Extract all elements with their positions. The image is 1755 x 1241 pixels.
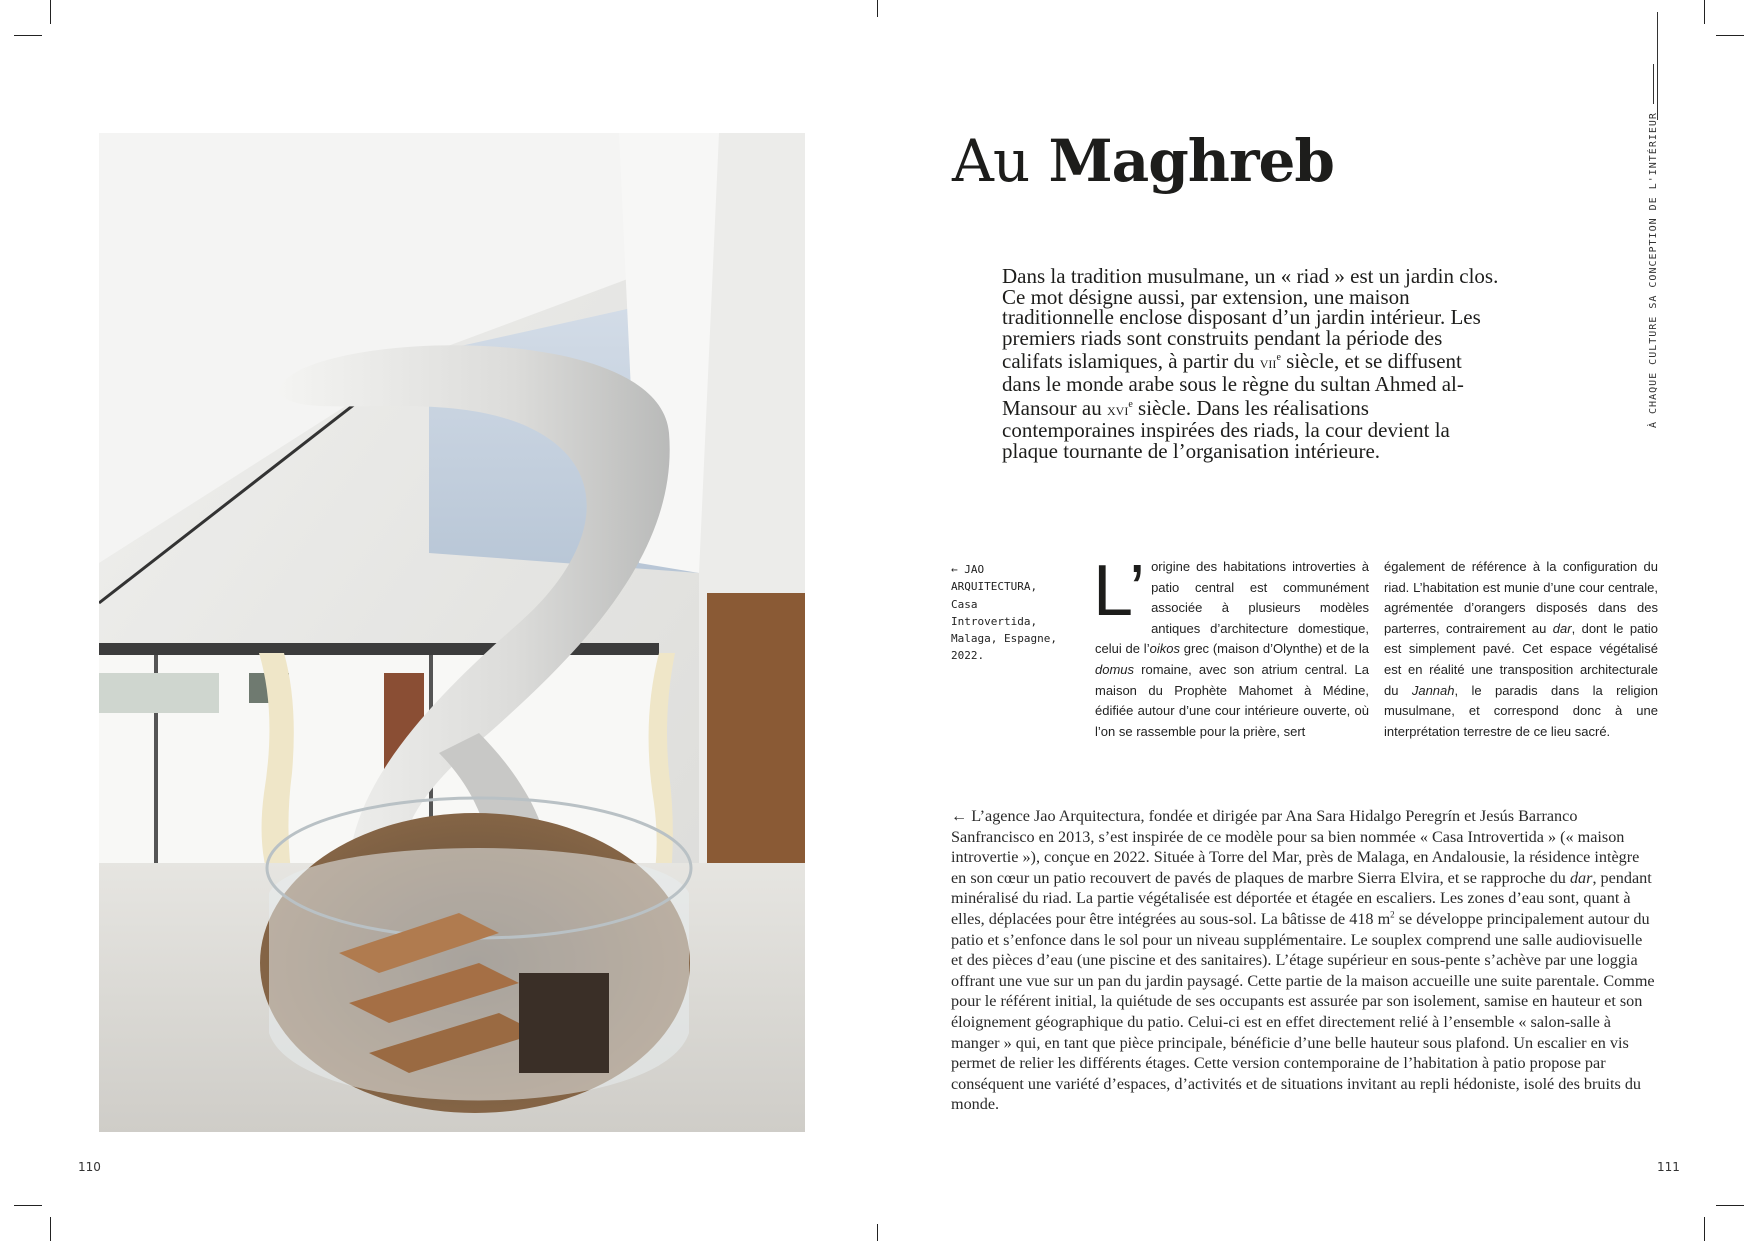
century-xvi: xvi [1106,399,1129,419]
body-italic-dar: dar [1569,868,1593,887]
crop-mark [50,1217,51,1241]
page-number-right: 111 [1657,1160,1680,1174]
staircase-illustration [99,133,805,1132]
century-sup-2: e [1128,398,1133,410]
crop-mark [877,0,878,17]
col1-text-1: origine des habitations introverties à patio central est communément associée à plusieurs modèles antiques d’architecture domestique, celui de l’ [1095,559,1369,657]
crop-mark [1716,35,1744,36]
lead-text-1: Dans la tradition musulmane, un « riad » est un jardin clos. Ce mot désigne aussi, par extension, une maison traditionnelle enclose disposant d’un jardin intérieur. Les premiers riads sont construits pendant la période des califats islamiques, à partir du [1002,264,1499,374]
body-text-3: se développe principalement autour du patio et s’enfonce dans le sol pour un niveau supplémentaire. Le souplex comprend une salle audiovisuelle et des pièces d’eau (une piscine et des sanitaires). L’étage supérieur en sous-pente s’achève par une loggia offrant une vue sur un pan du jardin paysagé. Cette partie de la maison accueille une suite parentale. Comme pour le référent initial, la quiétude de ses occupants est assurée par son isolement, samise en hauteur et son éloignement géographique du patio. Celui-ci est en effet directement relié à l’ensemble « salon-salle à manger » qui, en tant que pièce principale, bénéficie d’une belle hauteur sous plafond. Un escalier en vis permet de relier les différents étages. Cette version contemporaine de l’habitation à patio propose par conséquent une variété d’espaces, d’activités et de situations invitant au repli hédoniste, isolé des bruits du monde. [951,909,1655,1114]
section-tag-label: À CHAQUE CULTURE SA CONCEPTION DE L'INTÉRIEUR [1648,112,1659,428]
body-text-2: , pendant minéralisé du riad. La partie végétalisée est déportée et étagée en escaliers. Les zones d’eau sont, quant à elles, déplacées pour être intégrées au sous-sol. La bâtisse de 418 m [951,868,1652,928]
crop-mark [50,0,51,24]
page-title [952,124,1334,198]
section-tag-rule [1653,64,1654,104]
col2-italic-dar: dar [1552,620,1572,636]
project-description [951,806,1656,1115]
crop-mark [1704,0,1705,24]
col2-text-1: également de référence à la configuration du riad. L’habitation est munie d’une cour centrale, agrémentée d’orangers disposés dans des parterres, contrairement au [1384,559,1658,636]
body-column-2 [1384,557,1658,742]
lead-paragraph [1002,266,1500,461]
col2-text-3: , le paradis dans la religion musulmane, et correspond donc à une interprétation terrestre de ce lieu sacré. [1384,682,1658,739]
section-tag [1648,64,1659,428]
col1-text-3: romaine, avec son atrium central. La maison du Prophète Mahomet à Médine, édifiée autour d’une cour intérieure ouverte, où l’on se rassemble pour la prière, sert [1095,661,1369,739]
lead-text-2: siècle, et se diffusent dans le monde arabe sous le règne du sultan Ahmed al-Mansour au [1002,349,1464,420]
col1-italic-domus: domus [1095,661,1135,677]
body-column-1 [1093,551,1369,742]
crop-mark [877,1224,878,1241]
century-vii: vii [1259,353,1277,373]
staircase-photo [99,133,805,1132]
title-bold: Maghreb [1048,127,1334,195]
body-text-1: ← L’agence Jao Arquitectura, fondée et dirigée par Ana Sara Hidalgo Peregrín et Jesús Barranco Sanfrancisco en 2013, s’est inspirée de ce modèle pour sa bien nommée « Casa Introvertida » (« maison introvertie »), conçue en 2022. Située à Torre del Mar, près de Malaga, en Andalousie, la résidence intègre en son cœur un patio recouvert de pavés de plaques de marbre Sierra Elvira, et se rapproche du [951,807,1640,887]
col2-italic-jannah: Jannah [1411,682,1455,698]
photo-caption: ← JAO ARQUITECTURA, Casa Introvertida, Malaga, Espagne, 2022. [951,563,1057,663]
col1-text-2: grec (maison d’Olynthe) et de la [1179,641,1369,657]
crop-mark [14,1205,42,1206]
drop-cap: L’ [1093,551,1146,631]
lead-text-3: siècle. Dans les réalisations contemporaines inspirées des riads, la cour devient la plaque tournante de l’organisation intérieure. [1002,395,1450,463]
page-number-left: 110 [78,1160,101,1174]
col1-italic-oikos: oikos [1149,641,1180,657]
crop-mark [14,35,42,36]
title-light: Au [952,127,1030,195]
body-sup: 2 [1390,909,1395,920]
crop-mark [1704,1217,1705,1241]
crop-mark [1716,1205,1744,1206]
col2-text-2: , dont le patio est simplement pavé. Cet espace végétalisé est en réalité une transposition architecturale du [1384,620,1659,698]
century-sup-1: e [1276,352,1281,364]
